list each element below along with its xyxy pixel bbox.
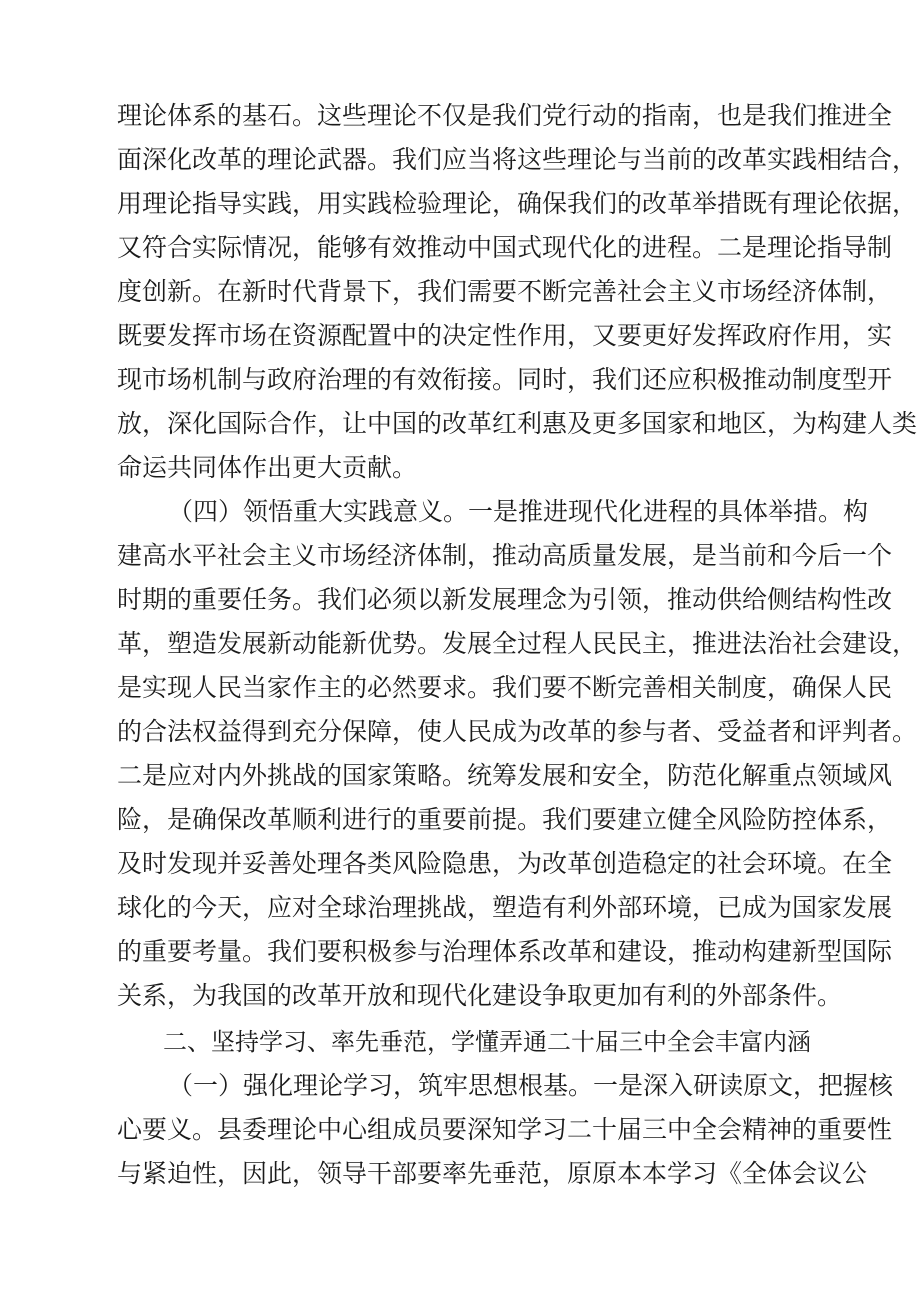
section-heading: 二、坚持学习、率先垂范，学懂弄通二十届三中全会丰富内涵 <box>163 1028 811 1056</box>
section-paragraph-start: （四）领悟重大实践意义。一是推进现代化进程的具体举措。构 <box>168 497 869 526</box>
body-text-line: 革，塑造发展新动能新优势。发展全过程人民民主，推进法治社会建设， <box>117 629 918 658</box>
body-text-line: 是实现人民当家作主的必然要求。我们要不断完善相关制度，确保人民 <box>117 673 893 702</box>
body-text-line: 关系，为我国的改革开放和现代化建设争取更加有利的外部条件。 <box>117 981 843 1010</box>
body-text-line: 及时发现并妥善处理各类风险隐患，为改革创造稳定的社会环境。在全 <box>117 849 893 878</box>
body-text-line: 建高水平社会主义市场经济体制，推动高质量发展，是当前和今后一个 <box>117 541 893 570</box>
section-paragraph-start: （一）强化理论学习，筑牢思想根基。一是深入研读原文，把握核 <box>168 1071 894 1100</box>
body-text-line: 既要发挥市场在资源配置中的决定性作用，又要更好发挥政府作用，实 <box>117 321 893 350</box>
body-text-line: 与紧迫性，因此，领导干部要率先垂范，原原本本学习《全体会议公 <box>117 1159 868 1188</box>
body-text-line: 面深化改革的理论武器。我们应当将这些理论与当前的改革实践相结合， <box>117 145 918 174</box>
body-text-line: 球化的今天，应对全球治理挑战，塑造有利外部环境，已成为国家发展 <box>117 893 893 922</box>
body-text-line: 心要义。县委理论中心组成员要深知学习二十届三中全会精神的重要性 <box>117 1115 893 1144</box>
body-text-line: 现市场机制与政府治理的有效衔接。同时，我们还应积极推动制度型开 <box>117 365 893 394</box>
body-text-line: 的重要考量。我们要积极参与治理体系改革和建设，推动构建新型国际 <box>117 937 893 966</box>
body-text-line: 又符合实际情况，能够有效推动中国式现代化的进程。二是理论指导制 <box>117 233 893 262</box>
body-text-line: 理论体系的基石。这些理论不仅是我们党行动的指南，也是我们推进全 <box>117 101 893 130</box>
body-text-line: 度创新。在新时代背景下，我们需要不断完善社会主义市场经济体制， <box>117 277 893 306</box>
body-text-line: 险，是确保改革顺利进行的重要前提。我们要建立健全风险防控体系， <box>117 805 893 834</box>
body-text-line: 放，深化国际合作，让中国的改革红利惠及更多国家和地区，为构建人类 <box>117 409 918 438</box>
body-text-line: 命运共同体作出更大贡献。 <box>117 453 418 482</box>
body-text-line: 时期的重要任务。我们必须以新发展理念为引领，推动供给侧结构性改 <box>117 585 893 614</box>
body-text-line: 二是应对内外挑战的国家策略。统筹发展和安全，防范化解重点领域风 <box>117 761 893 790</box>
body-text-line: 的合法权益得到充分保障，使人民成为改革的参与者、受益者和评判者。 <box>117 717 918 746</box>
body-text-line: 用理论指导实践，用实践检验理论，确保我们的改革举措既有理论依据， <box>117 189 918 218</box>
